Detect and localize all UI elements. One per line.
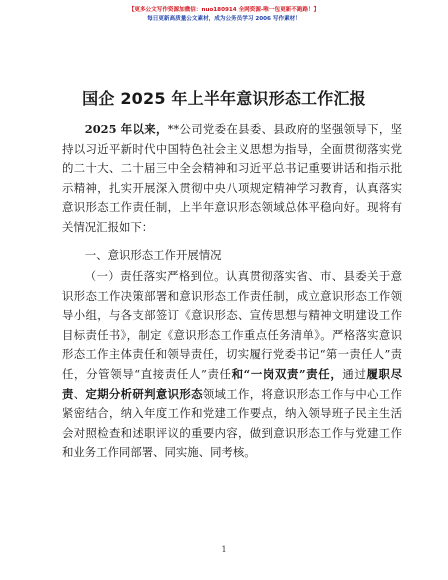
page-number: 1 xyxy=(221,545,227,554)
subsection-1-bold-1: 和“一岗双责”责任， xyxy=(231,366,343,381)
subsection-1-paragraph xyxy=(62,267,402,463)
subsection-1-normal-1: 通过 xyxy=(342,366,367,381)
document-body xyxy=(62,120,402,238)
subsection-1-text-a: （一）责任落实严格到位。认真贯彻落实省、市、县委关于意识形态工作决策部署和意识形态工作责任制，成立意识形态工作领导小组，与各支部签订《意识形态、宣传思想与精神文明建设工作目标责任书》，制定《意识形态工作重点任务清单》。严格落实意识形态工作主体责任和领导责任，切实履行党委书记“第一责任人”责任，分管领导“直接责任人”责任 xyxy=(62,269,402,381)
subsection-1-bold-3: 定期分析研判意识形态 xyxy=(85,386,203,401)
intro-paragraph xyxy=(62,120,402,238)
section-1 xyxy=(62,246,402,266)
subsection-1-bold-2: 履职尽责 xyxy=(62,366,402,401)
document-title: 国企 2025 年上半年意识形态工作汇报 xyxy=(82,89,366,108)
subsection-1 xyxy=(62,267,402,463)
intro-lead: 2025 年以来， xyxy=(84,122,168,136)
section-1-heading: 一、意识形态工作开展情况 xyxy=(84,248,222,262)
promo-line-2: 每日更新高质量公文素材，成为公务员学习 2006 写作素材！ xyxy=(147,16,301,22)
intro-text: **公司党委在县委、县政府的坚强领导下，坚持以习近平新时代中国特色社会主义思想为指导，全面贯彻落实党的二十大、二十届三中全会精神和习近平总书记重要讲话和指示批示精神，扎实开展深入贯彻中央八项规定精神学习教育，认真落实意识形态工作责任制，上半年意识形态领域总体平稳向好。现将有关情况汇报如下： xyxy=(62,122,402,234)
promo-line-1: 【更多公文写作资源加微信：nuo180914 全网资源-唯一包更新不跑路！】 xyxy=(128,7,320,13)
subsection-1-normal-2: 、 xyxy=(73,386,86,401)
promo-banner xyxy=(0,6,448,24)
subsection-1-text-b: 领域工作，将意识形态工作与中心工作紧密结合，纳入年度工作和党建工作要点，纳入领导班子民主生活会对照检查和述职评议的重要内容，做到意识形态工作与党建工作和业务工作同部署、同实施、同考核。 xyxy=(62,386,402,460)
